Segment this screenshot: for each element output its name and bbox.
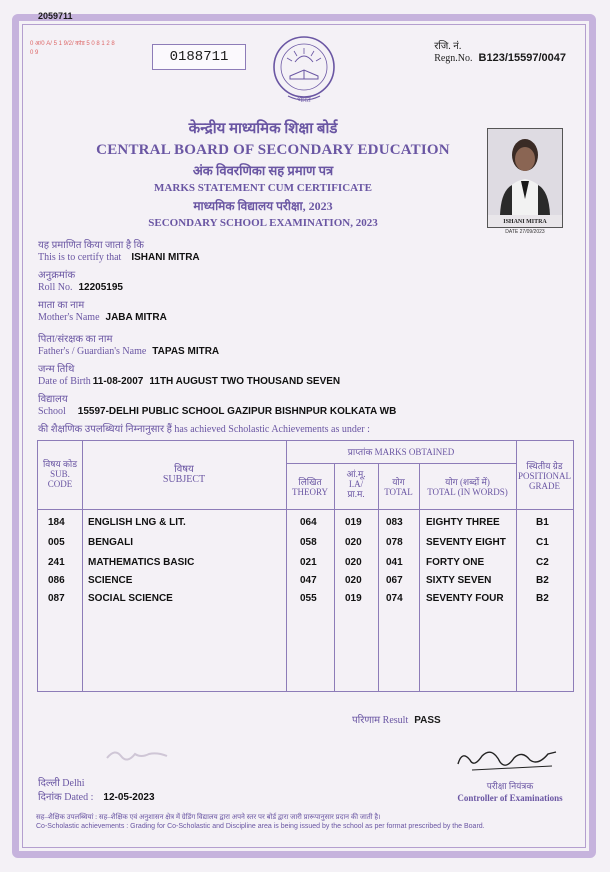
table-row [38, 575, 575, 591]
place-date-block [38, 778, 155, 804]
row-ia: 020 [345, 537, 362, 548]
header-sub-code: विषय कोड SUB. CODE [42, 459, 78, 489]
father-label-en: Father's / Guardian's Name [38, 346, 147, 357]
dob-words: 11TH AUGUST TWO THOUSAND SEVEN [149, 376, 341, 387]
row-ia: 019 [345, 593, 362, 604]
serial-number-block [30, 40, 248, 72]
table-row [38, 537, 575, 553]
controller-en: Controller of Examinations [457, 793, 563, 803]
exam-name-hindi: माध्यमिक विद्यालय परीक्षा, 2023 [193, 199, 333, 213]
header-subject: विषय SUBJECT [162, 464, 206, 485]
row-code: 184 [48, 517, 65, 528]
dob-field [38, 364, 340, 388]
row-grade: C1 [536, 537, 549, 548]
table-row [38, 593, 575, 609]
result-label-en: Result [382, 715, 409, 726]
row-total: 067 [386, 575, 403, 586]
header-positional-grade: स्थितीय ग्रेड POSITIONAL GRADE [518, 461, 571, 491]
row-grade: C2 [536, 557, 549, 568]
registration-block [434, 38, 566, 64]
certificate-title-hindi: अंक विवरणिका सह प्रमाण पत्र [192, 163, 334, 178]
portrait-icon [488, 129, 562, 215]
row-ia: 020 [345, 575, 362, 586]
faint-scribble-icon [105, 742, 175, 766]
roll-label-en: Roll No. [38, 282, 73, 293]
emblem-bottom-text: भारत [297, 96, 311, 104]
header-internal-assessment: आं.मू. I.A/ प्रा.म. [346, 469, 366, 499]
row-words: EIGHTY THREE [426, 517, 500, 528]
row-total: 083 [386, 517, 403, 528]
header-marks-obtained: प्राप्तांक MARKS OBTAINED [347, 447, 455, 457]
controller-block [444, 780, 576, 804]
row-grade: B2 [536, 575, 549, 586]
board-name-english: CENTRAL BOARD OF SECONDARY EDUCATION [96, 142, 450, 158]
result-value: PASS [414, 715, 441, 726]
header-total: योग TOTAL [384, 477, 413, 497]
mother-label-en: Mother's Name [38, 312, 100, 323]
row-theory: 021 [300, 557, 317, 568]
header-theory: लिखित THEORY [292, 477, 328, 497]
document-top-id: 2059711 [38, 11, 73, 21]
signature-icon [452, 742, 564, 778]
regn-number: B123/15597/0047 [478, 52, 566, 64]
mother-field [38, 300, 167, 324]
father-label-hi: पिता/संरक्षक का नाम [38, 334, 113, 345]
exam-name-english: SECONDARY SCHOOL EXAMINATION, 2023 [148, 217, 378, 229]
row-code: 087 [48, 593, 65, 604]
board-name-hindi: केन्द्रीय माध्यमिक शिक्षा बोर्ड [188, 121, 338, 137]
certificate-title-english: MARKS STATEMENT CUM CERTIFICATE [154, 182, 372, 194]
row-total: 078 [386, 537, 403, 548]
student-photo [487, 128, 563, 235]
row-theory: 055 [300, 593, 317, 604]
controller-signature [452, 742, 564, 778]
row-code: 086 [48, 575, 65, 586]
mother-name: JABA MITRA [105, 312, 167, 323]
row-ia: 019 [345, 517, 362, 528]
issue-date: 12-05-2023 [103, 792, 155, 803]
row-words: SEVENTY EIGHT [426, 537, 506, 548]
dob-value: 11-08-2007 [92, 376, 144, 387]
certify-field [38, 240, 200, 264]
row-grade: B2 [536, 593, 549, 604]
regn-label-en: Regn.No. [434, 53, 473, 64]
row-subject: MATHEMATICS BASIC [88, 557, 195, 568]
place-en: Delhi [62, 778, 85, 789]
school-field [38, 394, 396, 418]
footer-note-en: Co-Scholastic achievements : Grading for Co-Scholastic and Discipline area is being issued by the school as per format prescribed by the Board. [36, 823, 485, 830]
roll-number: 12205195 [78, 282, 123, 293]
cbse-emblem [266, 34, 342, 108]
table-row [38, 557, 575, 573]
row-code: 241 [48, 557, 65, 568]
controller-hi: परीक्षा नियंत्रक [486, 781, 534, 791]
serial-number: 0188711 [152, 44, 246, 70]
row-total: 041 [386, 557, 403, 568]
row-subject: SOCIAL SCIENCE [88, 593, 173, 604]
achievement-label-en: has achieved Scholastic Achievements as under : [174, 424, 370, 435]
school-label-en: School [38, 406, 66, 417]
mother-label-hi: माता का नाम [38, 300, 85, 311]
row-code: 005 [48, 537, 65, 548]
school-label-hi: विद्यालय [38, 394, 68, 405]
roll-field [38, 270, 123, 294]
place-hi: दिल्ली [38, 778, 60, 789]
row-subject: SCIENCE [88, 575, 133, 586]
photo-caption: ISHANI MITRA [503, 219, 547, 225]
school-name: 15597-DELHI PUBLIC SCHOOL GAZIPUR BISHNPUR KOLKATA WB [77, 406, 397, 417]
father-name: TAPAS MITRA [152, 346, 220, 357]
row-words: SIXTY SEVEN [426, 575, 492, 586]
date-label-hi: दिनांक [38, 792, 62, 803]
faint-stamp [105, 742, 175, 766]
achievement-intro [38, 424, 370, 436]
header-total-words: योग (शब्दों में) TOTAL (IN WORDS) [427, 477, 508, 497]
certify-label-en: This is to certify that [38, 252, 122, 263]
date-label-en: Dated : [64, 792, 94, 803]
father-field [38, 334, 219, 358]
table-row [38, 517, 575, 533]
achievement-label-hi: की शैक्षणिक उपलब्धियां निम्नानुसार हैं [38, 424, 172, 435]
row-theory: 064 [300, 517, 317, 528]
footer-note [36, 812, 576, 832]
row-theory: 058 [300, 537, 317, 548]
row-subject: BENGALI [88, 537, 133, 548]
row-words: FORTY ONE [426, 557, 485, 568]
row-theory: 047 [300, 575, 317, 586]
footer-note-hi: सह–शैक्षिक उपलब्धियां : सह–शैक्षिक एवं अनुशासन क्षेत्र में ग्रेडिंग विद्यालय द्वारा अपने स्तर पर बोर्ड द्वारा जारी प्रारूपानुसार प्रदान की जाती है। [36, 813, 381, 821]
row-ia: 020 [345, 557, 362, 568]
row-words: SEVENTY FOUR [426, 593, 504, 604]
regn-label-hi: रजि. नं. [434, 41, 462, 52]
result-field [352, 712, 441, 726]
photo-date-caption: DATE 27/09/2023 [505, 229, 545, 235]
serial-microtext: 0 अ/0 A/ 5 1 9/2/ कोड 5 0 8 1 2 8 0 9 [30, 41, 115, 56]
student-name: ISHANI MITRA [131, 252, 200, 263]
result-label-hi: परिणाम [352, 715, 381, 726]
dob-label-hi: जन्म तिथि [38, 364, 75, 375]
row-subject: ENGLISH LNG & LIT. [88, 517, 186, 528]
dob-label-en: Date of Birth [38, 376, 91, 387]
roll-label-hi: अनुक्रमांक [38, 270, 76, 281]
row-grade: B1 [536, 517, 549, 528]
marks-table [37, 440, 574, 692]
row-total: 074 [386, 593, 403, 604]
certify-label-hi: यह प्रमाणित किया जाता है कि [38, 240, 144, 251]
